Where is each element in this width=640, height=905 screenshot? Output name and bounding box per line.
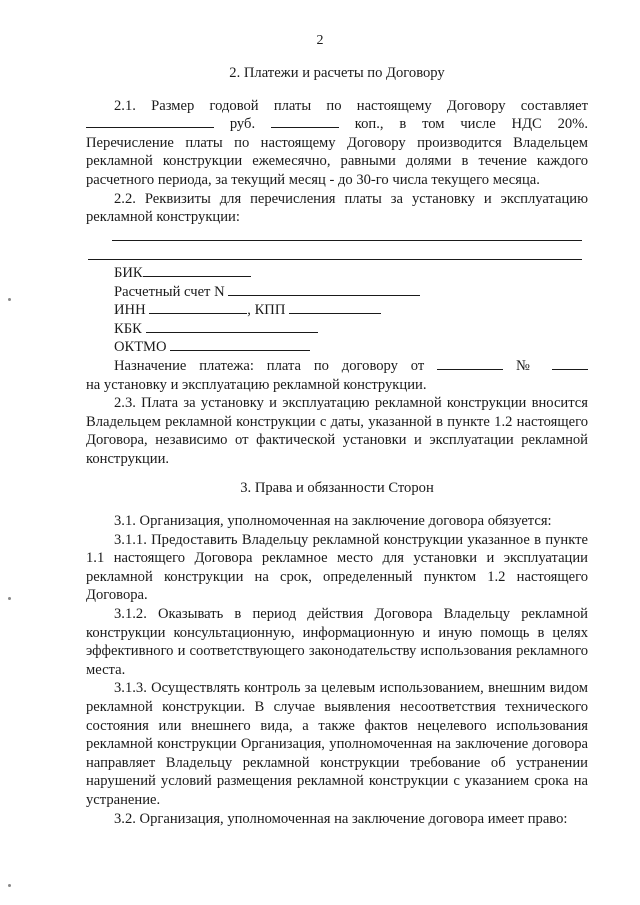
page-number: 2 <box>316 33 324 48</box>
inn-label: ИНН <box>114 302 146 319</box>
payment-purpose-line2: на установку и эксплуатацию рекламной конструкции. <box>86 376 427 393</box>
section-2-title: 2. Платежи и расчеты по Договору <box>229 65 445 81</box>
purpose-label: Назначение платежа: плата по договору от <box>114 357 425 374</box>
kop-blank <box>271 115 339 128</box>
clause-3-1-1: 3.1.1. Предоставить Владельцу рекламной конструкции указанное в пункте 1.1 настоящего Договора рекламное место для установки и эксплуатации рекламной конструкции на срок, определенный пунктом 1.2 настоящего Договора. <box>86 531 588 604</box>
requisites-blank-line <box>86 227 588 246</box>
account-label: Расчетный счет N <box>114 283 225 300</box>
inn-kpp-line <box>86 301 588 320</box>
clause-3-1-2: 3.1.2. Оказывать в период действия Договора Владельцу рекламной конструкции консультационную, информационную и иную помощь в целях эффективного и соответствующего законодательству использования рекламного места. <box>86 606 588 678</box>
clause-3-1-3: 3.1.3. Осуществлять контроль за целевым использованием, внешним видом рекламной конструкции. В случае выявления несоответствия технического состояния или внешнего вида, а также фактов нецелевого использования рекламной конструкции Организация, уполномоченная на заключение договора направляет Владельцу рекламной конструкции требование об устранении нарушений условий размещения рекламной конструкции с указанием срока на устранение. <box>86 680 588 808</box>
account-blank <box>228 283 420 296</box>
inn-blank <box>149 301 247 314</box>
clause-3-1: 3.1. Организация, уполномоченная на заключение договора обязуется: <box>114 513 552 530</box>
clause-3-2: 3.2. Организация, уполномоченная на заключение договора имеет право: <box>114 810 568 827</box>
account-line <box>86 283 588 302</box>
clause-2-1-amount-line <box>86 115 588 134</box>
contract-date-blank <box>437 357 503 370</box>
rub-label: руб. <box>229 116 256 133</box>
oktmo-label: ОКТМО <box>114 339 167 356</box>
document-body <box>86 64 588 828</box>
oktmo-blank <box>170 338 310 351</box>
scan-mark <box>8 884 11 887</box>
bik-line <box>86 264 588 283</box>
clause-2-1-rest: Перечисление платы по настоящему Договору производится Владельцем рекламной конструкции ежемесячно, равными долями в течение каждого расчетного периода, за текущий месяц - до 30-го числа текущего месяца. <box>86 134 588 188</box>
scan-mark <box>8 298 11 301</box>
kbk-blank <box>146 320 318 333</box>
requisites-blank-line <box>86 245 588 264</box>
rub-blank <box>86 115 214 128</box>
payment-purpose-line <box>86 357 588 376</box>
contract-number-blank <box>552 357 588 370</box>
kop-label: коп., в том числе НДС 20%. <box>354 116 588 133</box>
kbk-label: КБК <box>114 320 142 337</box>
bik-label: БИК <box>114 264 143 281</box>
bik-blank <box>143 264 251 277</box>
clause-2-3: 2.3. Плата за установку и эксплуатацию рекламной конструкции вносится Владельцем рекламной конструкции с даты, указанной в пункте 1.2 настоящего Договора, независимо от фактической установки и эксплуатации рекламной конструкции. <box>86 395 588 467</box>
clause-2-1-line1: 2.1. Размер годовой платы по настоящему Договору составляет <box>114 97 588 114</box>
purpose-no: № <box>516 357 540 374</box>
kbk-line <box>86 320 588 339</box>
kpp-label: , КПП <box>247 302 286 319</box>
oktmo-line <box>86 338 588 357</box>
section-3-title: 3. Права и обязанности Сторон <box>240 480 434 497</box>
kpp-blank <box>289 301 381 314</box>
clause-2-2: 2.2. Реквизиты для перечисления платы за установку и эксплуатацию рекламной конструкции: <box>86 190 588 226</box>
scan-mark <box>8 597 11 600</box>
